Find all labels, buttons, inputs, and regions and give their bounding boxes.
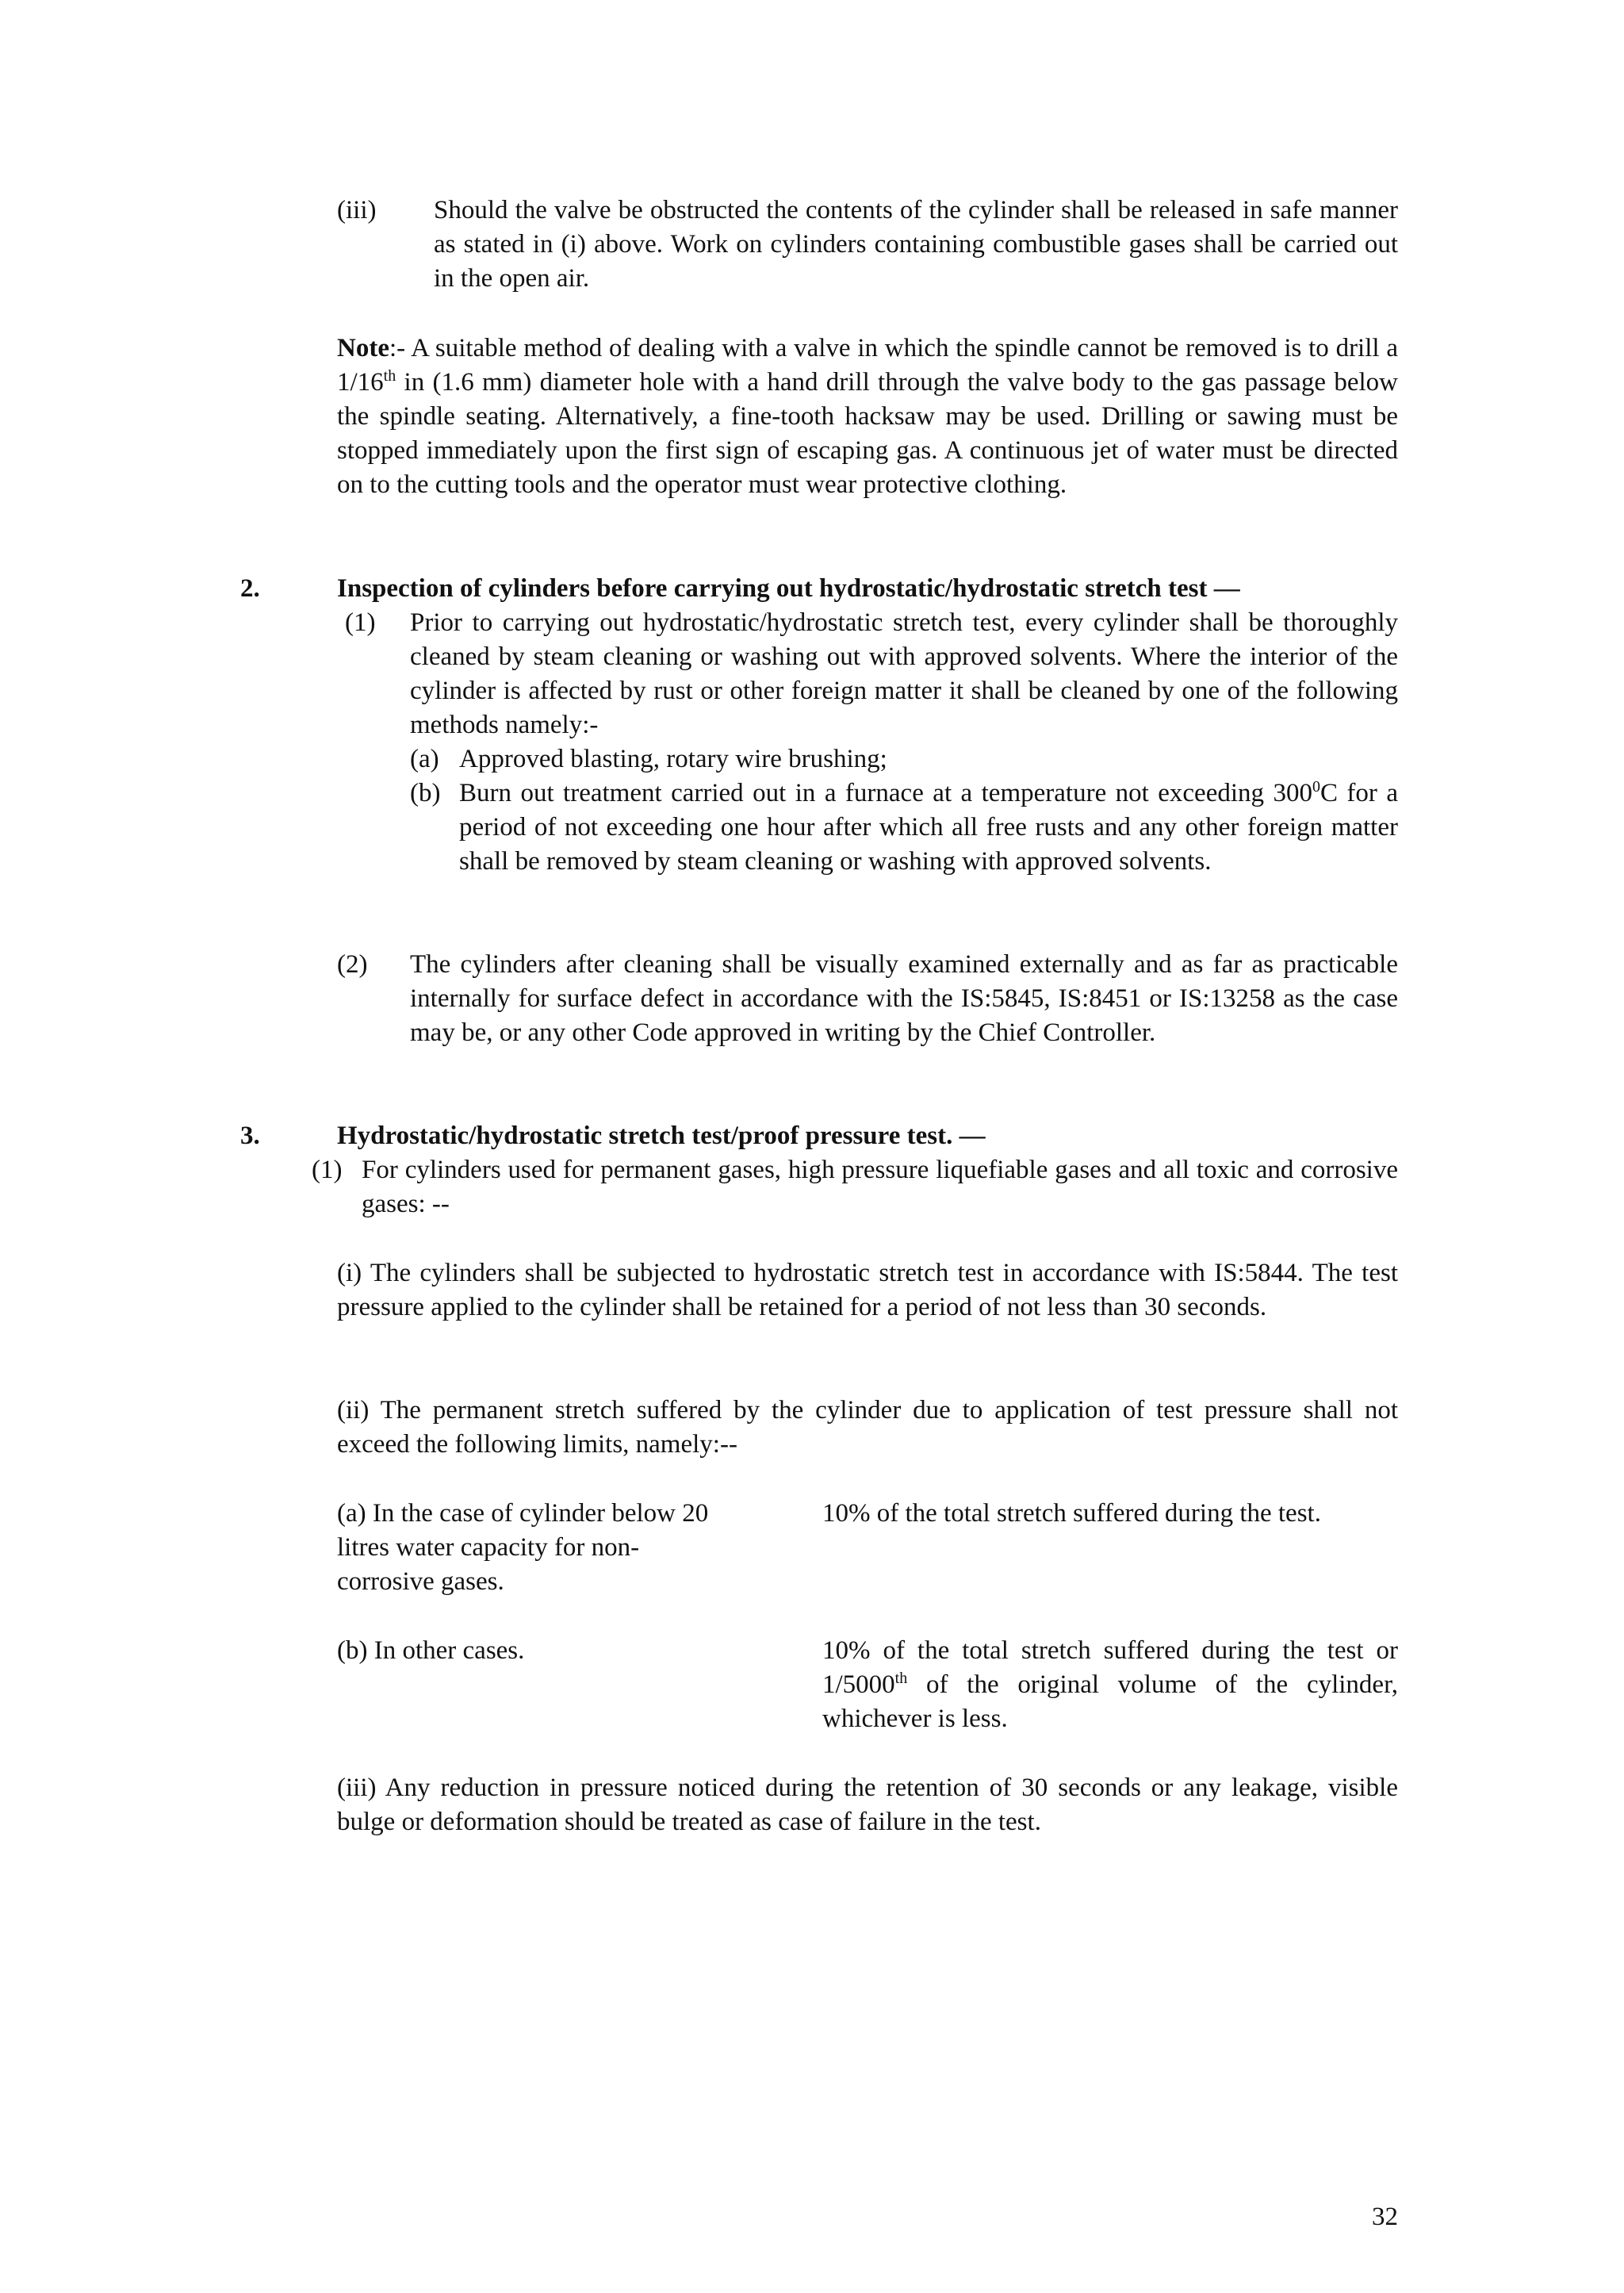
section-2-sub-a-marker: (a) <box>410 745 439 773</box>
item-iii-marker: (iii) <box>337 196 377 224</box>
limit-b-value: 10% of the total stretch suffered during the test or 1/5000th of the original volume of the cylinder, whichever is less. <box>822 1636 1398 1733</box>
section-3-para-ii: (ii) The permanent stretch suffered by the cylinder due to application of test pressure shall not exceed the following limits, namely:-- <box>337 1396 1398 1459</box>
section-2-sub-a-text: Approved blasting, rotary wire brushing; <box>459 745 887 773</box>
note-superscript: th <box>383 367 396 385</box>
section-2-number: 2. <box>240 574 260 603</box>
degree-superscript: 0 <box>1312 778 1320 796</box>
limit-a-value: 10% of the total stretch suffered during the test. <box>822 1499 1321 1528</box>
page-number: 32 <box>1372 2203 1398 2231</box>
section-2-item-2-marker: (2) <box>337 950 368 979</box>
section-3-heading: Hydrostatic/hydrostatic stretch test/proof pressure test. — <box>337 1122 986 1150</box>
section-2-item-2-text: The cylinders after cleaning shall be visually examined externally and as far as practicable internally for surface defect in accordance with the IS:5845, IS:8451 or IS:13258 as the case may be, or any other Code approved in writing by the Chief Controller. <box>410 950 1398 1047</box>
section-2-item-1-text: Prior to carrying out hydrostatic/hydrostatic stretch test, every cylinder shall be thoroughly cleaned by steam cleaning or washing out with approved solvents. Where the interior of the cylinder is affected by rust or other foreign matter it shall be cleaned by one of the following methods namely:- <box>410 608 1398 739</box>
note-text-2: in (1.6 mm) diameter hole with a hand drill through the valve body to the gas passage below the spindle seating. Alternatively, a fine-tooth hacksaw may be used. Drilling or sawing must be stopped immediately upon the first sign of escaping gas. A continuous jet of water must be directed on to the cutting tools and the operator must wear protective clothing. <box>337 368 1398 499</box>
note-paragraph <box>337 332 1398 502</box>
section-2-sub-b-text: Burn out treatment carried out in a furnace at a temperature not exceeding $300^0C$ for a period of not exceeding one hour after which all free rusts and any other foreign matter shall be removed by steam cleaning or washing with approved solvents. <box>459 778 1398 876</box>
section-2-item-1-marker: (1) <box>345 608 376 637</box>
limit-a-case: (a) In the case of cylinder below 20 litres water capacity for non-corrosive gases. <box>337 1499 709 1596</box>
limit-b-case: (b) In other cases. <box>337 1636 525 1665</box>
section-3-number: 3. <box>240 1122 260 1150</box>
section-2-heading: Inspection of cylinders before carrying out hydrostatic/hydrostatic stretch test — <box>337 574 1240 603</box>
note-label: Note <box>337 334 389 362</box>
section-3-para-i: (i) The cylinders shall be subjected to hydrostatic stretch test in accordance with IS:5844. The test pressure applied to the cylinder shall be retained for a period of not less than 30 seconds. <box>337 1259 1398 1321</box>
note-text-1: :- A suitable method of dealing with a valve in which the spindle cannot be removed is to drill a 1/16 <box>337 334 1398 397</box>
section-3-para-iii: (iii) Any reduction in pressure noticed during the retention of 30 seconds or any leakage, visible bulge or deformation should be treated as case of failure in the test. <box>337 1773 1398 1836</box>
section-2-sub-b-marker: (b) <box>410 779 441 807</box>
limit-b-superscript: th <box>894 1670 908 1687</box>
item-iii-text: Should the valve be obstructed the contents of the cylinder shall be released in safe manner as stated in (i) above. Work on cylinders containing combustible gases shall be carried out in the open air. <box>434 196 1398 293</box>
section-3-item-1-marker: (1) <box>312 1156 343 1184</box>
section-3-item-1-text: For cylinders used for permanent gases, high pressure liquefiable gases and all toxic and corrosive gases: -- <box>362 1156 1398 1218</box>
